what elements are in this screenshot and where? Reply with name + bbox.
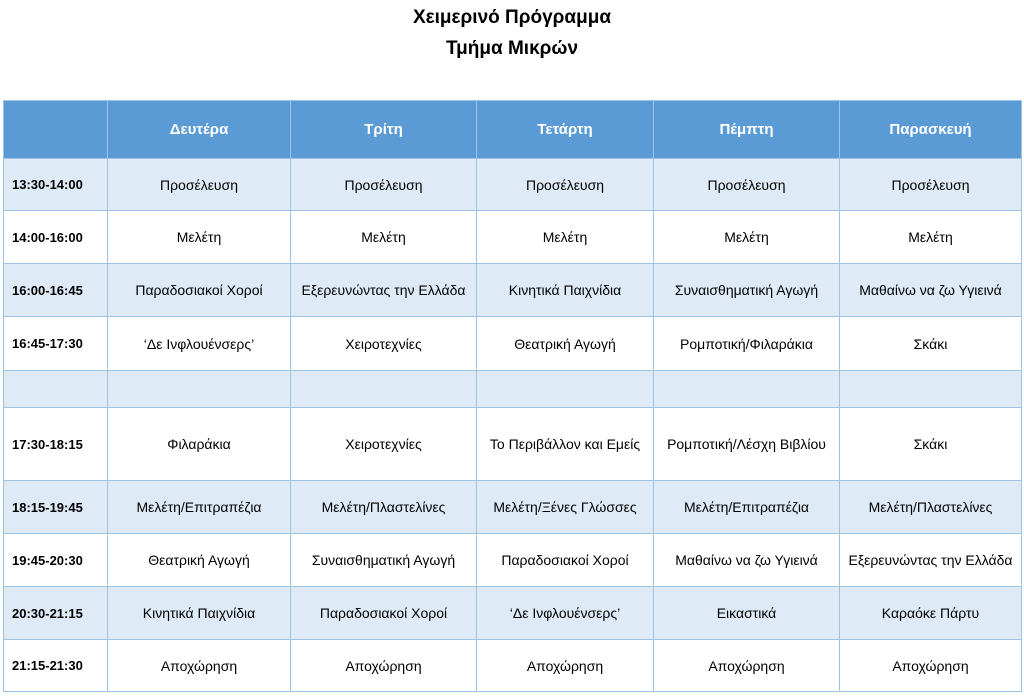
table-row: [4, 481, 1022, 534]
schedule-table: [3, 100, 1022, 692]
activity-cell: ‘Δε Ινφλουένσερς’: [477, 587, 654, 640]
activity-cell: Μελέτη/Πλαστελίνες: [291, 481, 477, 534]
time-slot-cell: 18:15-19:45: [4, 481, 108, 534]
break-cell: [4, 371, 108, 408]
activity-cell: Αποχώρηση: [477, 640, 654, 692]
activity-cell: Μελέτη/Πλαστελίνες: [840, 481, 1022, 534]
activity-cell: Σκάκι: [840, 317, 1022, 371]
activity-cell: Μαθαίνω να ζω Υγιεινά: [840, 264, 1022, 317]
header-day-tuesday: Τρίτη: [291, 101, 477, 159]
activity-cell: Παραδοσιακοί Χοροί: [477, 534, 654, 587]
activity-cell: Παραδοσιακοί Χοροί: [291, 587, 477, 640]
activity-cell: Προσέλευση: [840, 159, 1022, 211]
time-slot-cell: 16:45-17:30: [4, 317, 108, 371]
activity-cell: Εικαστικά: [654, 587, 840, 640]
header-day-monday: Δευτέρα: [108, 101, 291, 159]
activity-cell: Μελέτη: [477, 211, 654, 264]
header-corner-cell: [4, 101, 108, 159]
activity-cell: Μελέτη: [840, 211, 1022, 264]
activity-cell: Φιλαράκια: [108, 408, 291, 481]
break-row: [4, 371, 1022, 408]
document-title: [0, 2, 1024, 64]
activity-cell: Μελέτη/Επιτραπέζια: [654, 481, 840, 534]
activity-cell: Χειροτεχνίες: [291, 317, 477, 371]
break-cell: [291, 371, 477, 408]
table-row: [4, 408, 1022, 481]
header-row: [4, 101, 1022, 159]
activity-cell: Προσέλευση: [291, 159, 477, 211]
time-slot-cell: 19:45-20:30: [4, 534, 108, 587]
time-slot-cell: 13:30-14:00: [4, 159, 108, 211]
activity-cell: Αποχώρηση: [840, 640, 1022, 692]
time-slot-cell: 17:30-18:15: [4, 408, 108, 481]
activity-cell: Σκάκι: [840, 408, 1022, 481]
activity-cell: Κινητικά Παιχνίδια: [477, 264, 654, 317]
activity-cell: Αποχώρηση: [291, 640, 477, 692]
activity-cell: Μελέτη: [654, 211, 840, 264]
activity-cell: Ρομποτική/Φιλαράκια: [654, 317, 840, 371]
activity-cell: Θεατρική Αγωγή: [477, 317, 654, 371]
activity-cell: Παραδοσιακοί Χοροί: [108, 264, 291, 317]
break-cell: [477, 371, 654, 408]
activity-cell: Μελέτη/Επιτραπέζια: [108, 481, 291, 534]
table-row: [4, 264, 1022, 317]
activity-cell: Αποχώρηση: [654, 640, 840, 692]
activity-cell: Καραόκε Πάρτυ: [840, 587, 1022, 640]
activity-cell: Εξερευνώντας την Ελλάδα: [291, 264, 477, 317]
header-day-wednesday: Τετάρτη: [477, 101, 654, 159]
activity-cell: Μαθαίνω να ζω Υγιεινά: [654, 534, 840, 587]
break-cell: [840, 371, 1022, 408]
table-row: [4, 640, 1022, 692]
header-day-thursday: Πέμπτη: [654, 101, 840, 159]
activity-cell: Προσέλευση: [654, 159, 840, 211]
activity-cell: Μελέτη/Ξένες Γλώσσες: [477, 481, 654, 534]
activity-cell: ‘Δε Ινφλουένσερς’: [108, 317, 291, 371]
activity-cell: Μελέτη: [108, 211, 291, 264]
break-cell: [108, 371, 291, 408]
table-row: [4, 317, 1022, 371]
table-row: [4, 587, 1022, 640]
activity-cell: Χειροτεχνίες: [291, 408, 477, 481]
activity-cell: Αποχώρηση: [108, 640, 291, 692]
time-slot-cell: 20:30-21:15: [4, 587, 108, 640]
activity-cell: Το Περιβάλλον και Εμείς: [477, 408, 654, 481]
time-slot-cell: 21:15-21:30: [4, 640, 108, 692]
activity-cell: Εξερευνώντας την Ελλάδα: [840, 534, 1022, 587]
table-row: [4, 159, 1022, 211]
activity-cell: Κινητικά Παιχνίδια: [108, 587, 291, 640]
activity-cell: Συναισθηματική Αγωγή: [654, 264, 840, 317]
table-row: [4, 534, 1022, 587]
activity-cell: Συναισθηματική Αγωγή: [291, 534, 477, 587]
activity-cell: Προσέλευση: [108, 159, 291, 211]
time-slot-cell: 14:00-16:00: [4, 211, 108, 264]
header-day-friday: Παρασκευή: [840, 101, 1022, 159]
title-line-2: Τμήμα Μικρών: [445, 38, 579, 59]
activity-cell: Προσέλευση: [477, 159, 654, 211]
activity-cell: Θεατρική Αγωγή: [108, 534, 291, 587]
time-slot-cell: 16:00-16:45: [4, 264, 108, 317]
title-line-1: Χειμερινό Πρόγραμμα: [412, 7, 612, 28]
activity-cell: Ρομποτική/Λέσχη Βιβλίου: [654, 408, 840, 481]
table-row: [4, 211, 1022, 264]
break-cell: [654, 371, 840, 408]
activity-cell: Μελέτη: [291, 211, 477, 264]
